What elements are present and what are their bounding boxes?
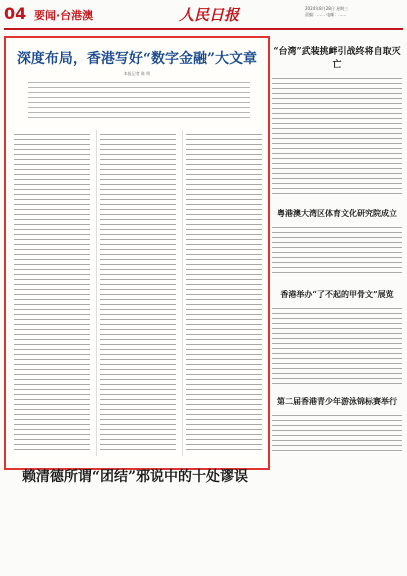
- page-number: 04: [4, 4, 27, 23]
- sidebar-text-4: [272, 413, 402, 451]
- feature-byline: 本报记者 陈 明: [123, 71, 151, 76]
- feature-column: [100, 132, 176, 450]
- feature-column-text: [14, 132, 90, 450]
- sidebar-title-4: 第二届香港青少年游泳锦标赛举行: [277, 396, 397, 406]
- sidebar-text-1: [272, 76, 402, 196]
- column-divider: [96, 130, 97, 456]
- column-divider: [182, 130, 183, 456]
- sidebar-title-3: 香港举办“了不起的甲骨文”展览: [280, 289, 394, 299]
- section-title: 要闻·台港澳: [34, 9, 94, 22]
- sidebar-text-3: [272, 306, 402, 384]
- feature-lead: [28, 80, 250, 120]
- meta-line: 责编：…… 电邮：……: [305, 12, 347, 17]
- feature-column: [14, 132, 90, 450]
- feature-column-text: [186, 132, 262, 450]
- sidebar-title-1: “台湾”武装挑衅引战终将自取灭亡: [273, 47, 401, 70]
- right-column: [272, 36, 402, 451]
- header-meta: [305, 6, 403, 18]
- sidebar-title-2: 粤港澳大湾区体育文化研究院成立: [277, 208, 397, 218]
- feature-article: [4, 36, 270, 470]
- sidebar-text-2: [272, 225, 402, 277]
- page-header: [4, 4, 403, 30]
- masthead: 人民日报: [179, 6, 240, 24]
- feature-column-text: [100, 132, 176, 450]
- bottom-article-title: 赖清德所谓“团结”邪说中的十处谬误: [21, 469, 249, 485]
- feature-column: [186, 132, 262, 450]
- meta-line: 2024年8月28日 星期三: [305, 6, 349, 11]
- feature-title: 深度布局，香港写好“数字金融”大文章: [16, 51, 258, 67]
